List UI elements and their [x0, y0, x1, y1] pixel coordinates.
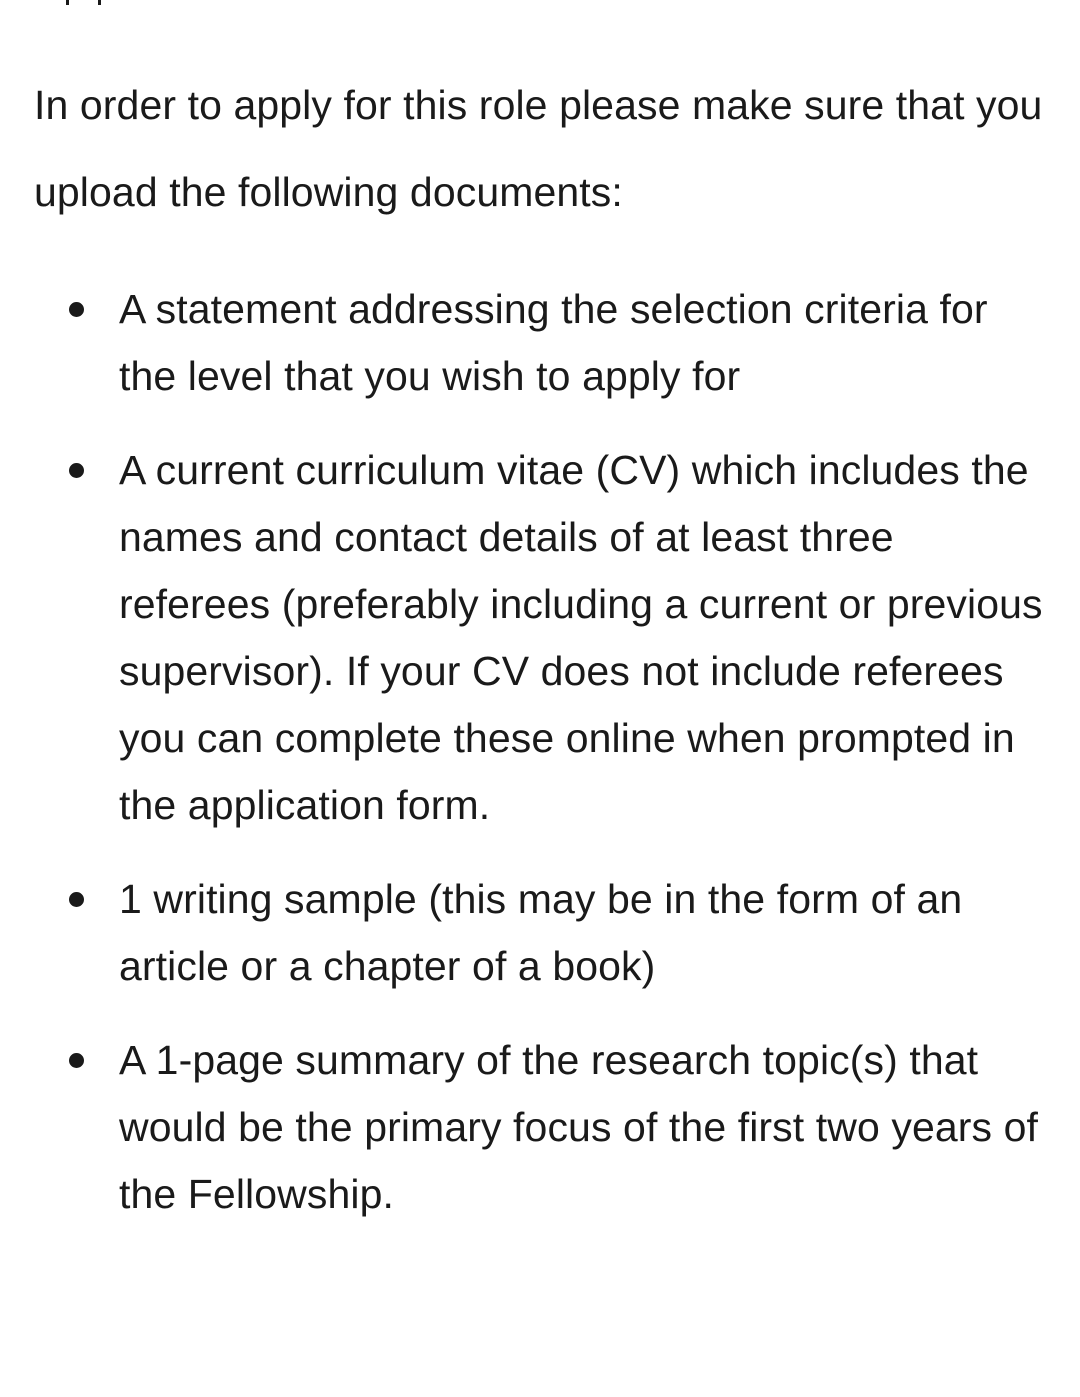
- bullet-icon: [69, 1053, 84, 1068]
- list-item-text: A current curriculum vitae (CV) which includes the names and contact details of at least three referees (preferably including a current or previous supervisor). If your CV does not include referees you can complete these online when prompted in the application form.: [119, 447, 1043, 828]
- document-requirements-section: [34, 62, 1054, 1255]
- bullet-icon: [69, 302, 84, 317]
- list-item-text: 1 writing sample (this may be in the form of an article or a chapter of a book): [119, 876, 963, 989]
- list-item-text: A 1-page summary of the research topic(s) that would be the primary focus of the first two years of the Fellowship.: [119, 1037, 1038, 1217]
- bullet-icon: [69, 463, 84, 478]
- list-item: [34, 866, 1054, 1000]
- list-item: [34, 1027, 1054, 1228]
- bullet-icon: [69, 892, 84, 907]
- cropped-text-fragment: [60, 0, 110, 6]
- intro-paragraph: In order to apply for this role please make sure that you upload the following documents:: [34, 82, 1043, 215]
- list-item: [34, 276, 1054, 410]
- list-item-text: A statement addressing the selection criteria for the level that you wish to apply for: [119, 286, 988, 399]
- list-item: [34, 437, 1054, 839]
- required-documents-list: [34, 276, 1054, 1228]
